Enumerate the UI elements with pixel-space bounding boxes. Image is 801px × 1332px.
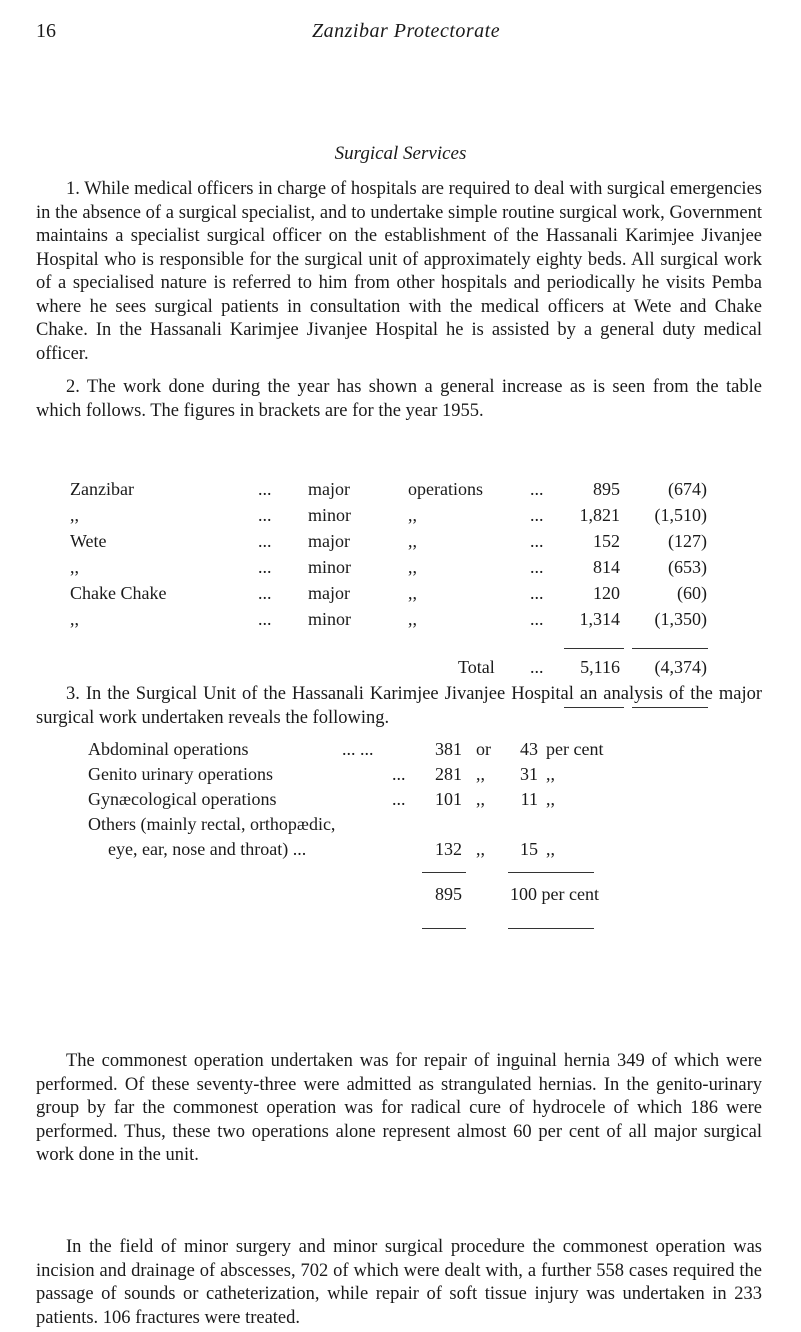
prev-year-cell: (127) <box>668 531 707 551</box>
count-rule-bottom <box>422 928 466 929</box>
prev-rule-top <box>632 648 708 649</box>
or-cell: or <box>476 739 491 759</box>
place-cell: Zanzibar <box>70 479 134 499</box>
total-prev-year: (4,374) <box>654 657 707 677</box>
count-cell: 381 <box>435 739 462 759</box>
table-row <box>88 763 748 788</box>
total-count: 895 <box>435 884 462 904</box>
leader-dots: ... <box>530 531 544 551</box>
percent-cell: 31 <box>520 764 538 784</box>
leader-dots: ... <box>258 583 272 603</box>
paragraph-5: In the field of minor surgery and minor surgical procedure the commonest operation was incision and drainage of abscesses, 702 of which were dealt with, a further 558 cases required the passage of sounds or catheterization, while repair of soft tissue injury was undertaken in 233 patients. 106 fractures were treated. <box>36 1237 762 1328</box>
leader-dots: ... <box>530 479 544 499</box>
place-cell: Chake Chake <box>70 583 167 603</box>
unit-cell: ,, <box>546 839 555 859</box>
type-cell: minor <box>308 609 351 629</box>
count-cell: 120 <box>593 583 620 603</box>
place-cell: ,, <box>70 557 79 577</box>
count-cell: 814 <box>593 557 620 577</box>
section-title: Surgical Services <box>334 143 467 164</box>
paragraph-1: 1. While medical officers in charge of hospitals are required to deal with surgical emergencies in the absence of a surgical specialist, and to undertake simple routine surgical work, Government maintains a specialist surgical officer on the establishment of the Hassanali Karimjee Jivanjee Hospital who is responsible for the surgical unit of approximately eighty beds. All surgical work of a specialised nature is referred to him from other hospitals and periodically he visits Pemba where he sees surgical patients in consultation with the medical officers at Wete and Chake Chake. In the Hassanali Karimjee Jivanjee Hospital he is assisted by a general duty medical officer. <box>36 179 762 364</box>
category-label: Abdominal operations <box>88 739 249 759</box>
label-cell: ,, <box>408 505 417 525</box>
others-label-line2: eye, ear, nose and throat) ... <box>108 839 307 859</box>
unit-cell: per cent <box>546 739 604 759</box>
leader-dots: ... <box>258 609 272 629</box>
total-label: Total <box>458 657 495 677</box>
leader-dots: ... <box>258 479 272 499</box>
table-row <box>88 813 748 838</box>
percent-rule-top <box>508 872 594 873</box>
prev-year-cell: (653) <box>668 557 707 577</box>
leader-dots: ... <box>258 531 272 551</box>
table-row <box>88 788 748 813</box>
percent-cell: 11 <box>520 789 538 809</box>
leader-dots: ... <box>258 505 272 525</box>
total-row <box>70 656 710 682</box>
category-label: Genito urinary operations <box>88 764 273 784</box>
operations-table <box>70 478 710 682</box>
prev-year-cell: (1,350) <box>654 609 707 629</box>
table-row <box>70 556 710 582</box>
table-row <box>70 504 710 530</box>
table-row <box>70 608 710 634</box>
table-row <box>70 478 710 504</box>
type-cell: major <box>308 531 350 551</box>
label-cell: ,, <box>408 609 417 629</box>
others-label-line1: Others (mainly rectal, orthopædic, <box>88 814 336 834</box>
prev-year-cell: (674) <box>668 479 707 499</box>
prev-year-cell: (1,510) <box>654 505 707 525</box>
analysis-table <box>88 738 748 908</box>
count-cell: 132 <box>435 839 462 859</box>
count-cell: 1,821 <box>579 505 620 525</box>
leader-dots: ... <box>258 557 272 577</box>
count-cell: 1,314 <box>579 609 620 629</box>
table-row <box>88 738 748 763</box>
percent-cell: 15 <box>520 839 538 859</box>
leader-dots: ... ... <box>342 739 374 759</box>
paragraph-3: 3. In the Surgical Unit of the Hassanali Karimjee Jivanjee Hospital an analysis of the major surgical work undertaken reveals the following. <box>36 684 762 728</box>
page-number: 16 <box>36 20 56 42</box>
place-cell: Wete <box>70 531 107 551</box>
leader-dots: ... <box>530 505 544 525</box>
unit-cell: ,, <box>546 764 555 784</box>
label-cell: ,, <box>408 531 417 551</box>
running-title: Zanzibar Protectorate <box>312 20 501 42</box>
place-cell: ,, <box>70 505 79 525</box>
or-cell: ,, <box>476 764 485 784</box>
total-row <box>88 883 748 908</box>
count-rule-top <box>422 872 466 873</box>
label-cell: operations <box>408 479 483 499</box>
type-cell: major <box>308 479 350 499</box>
label-cell: ,, <box>408 583 417 603</box>
category-label: Gynæcological operations <box>88 789 277 809</box>
type-cell: minor <box>308 557 351 577</box>
leader-dots: ... <box>530 657 544 677</box>
unit-cell: ,, <box>546 789 555 809</box>
count-cell: 895 <box>593 479 620 499</box>
or-cell: ,, <box>476 839 485 859</box>
leader-dots: ... <box>392 789 406 809</box>
prev-year-cell: (60) <box>677 583 707 603</box>
type-cell: minor <box>308 505 351 525</box>
percent-cell: 43 <box>520 739 538 759</box>
leader-dots: ... <box>530 583 544 603</box>
or-cell: ,, <box>476 789 485 809</box>
count-rule-top <box>564 648 624 649</box>
paragraph-2: 2. The work done during the year has shown a general increase as is seen from the table which follows. The figures in brackets are for the year 1955. <box>36 377 762 421</box>
count-cell: 152 <box>593 531 620 551</box>
table-row <box>70 530 710 556</box>
label-cell: ,, <box>408 557 417 577</box>
leader-dots: ... <box>530 609 544 629</box>
table-row <box>70 582 710 608</box>
total-count: 5,116 <box>580 657 620 677</box>
paragraph-4: The commonest operation undertaken was for repair of inguinal hernia 349 of which were performed. Of these seventy-three were admitted as strangulated hernias. In the genito-urinary group by far the commonest operation was for radical cure of hydrocele of which 186 were performed. Thus, these two operations alone represent almost 60 per cent of all major surgical work done in the unit. <box>36 1051 762 1165</box>
count-cell: 281 <box>435 764 462 784</box>
table-row <box>88 838 748 863</box>
total-percent: 100 per cent <box>510 884 599 904</box>
type-cell: major <box>308 583 350 603</box>
leader-dots: ... <box>392 764 406 784</box>
place-cell: ,, <box>70 609 79 629</box>
leader-dots: ... <box>530 557 544 577</box>
percent-rule-bottom <box>508 928 594 929</box>
count-cell: 101 <box>435 789 462 809</box>
